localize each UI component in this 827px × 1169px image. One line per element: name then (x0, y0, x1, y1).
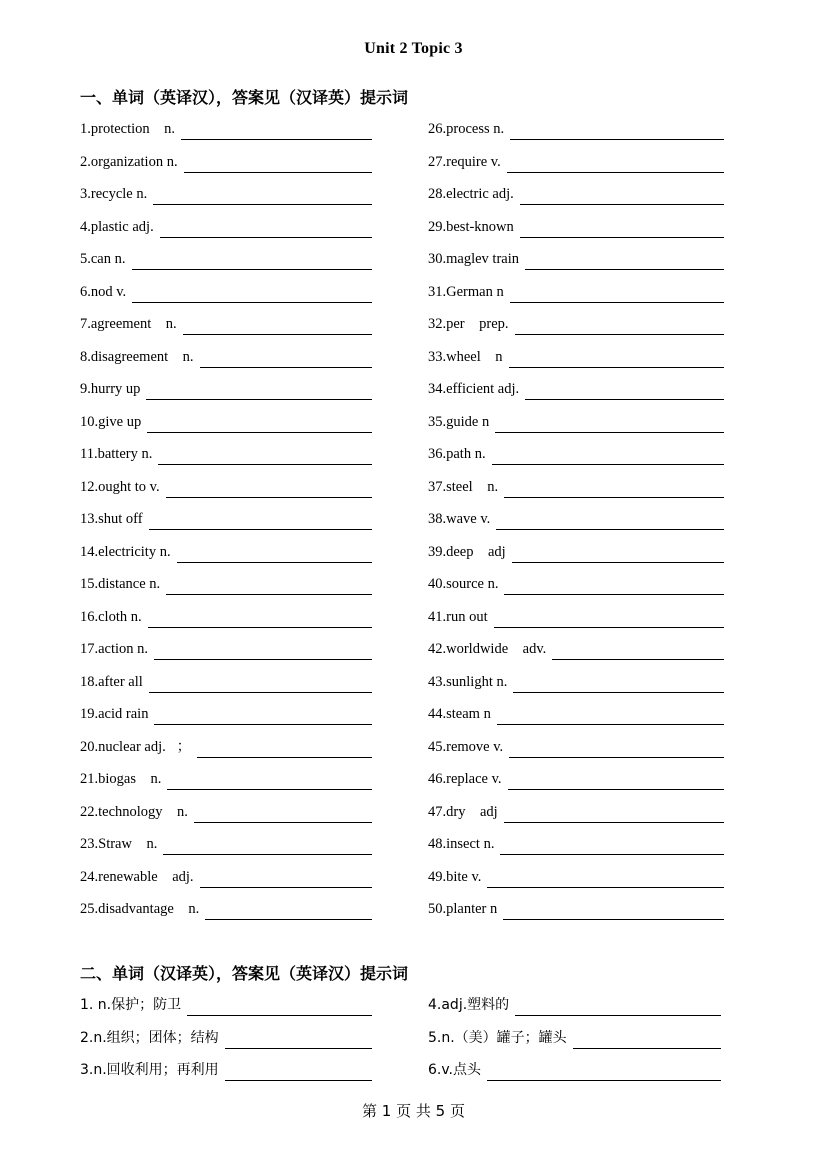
answer-blank[interactable] (508, 771, 724, 790)
answer-blank[interactable] (146, 381, 372, 400)
vocab-label: 3.n.回收利用；再利用 (80, 1062, 219, 1078)
vocab-label: 39.deep adj (428, 543, 506, 560)
answer-blank[interactable] (167, 771, 372, 790)
vocab-label: 27.require v. (428, 153, 501, 170)
answer-blank[interactable] (512, 544, 724, 563)
answer-blank[interactable] (573, 1030, 721, 1049)
vocab-label: 48.insect n. (428, 836, 495, 852)
vocab-item (80, 669, 372, 693)
answer-blank[interactable] (520, 186, 724, 205)
vocab-item (428, 831, 724, 855)
answer-blank[interactable] (495, 414, 724, 433)
answer-blank[interactable] (200, 869, 372, 888)
vocab-label: 4.plastic adj. (80, 218, 154, 235)
vocab-item (428, 474, 724, 498)
page-footer: 第 1 页 共 5 页 (362, 1102, 465, 1120)
answer-blank[interactable] (205, 901, 372, 920)
vocab-item (80, 506, 372, 530)
answer-blank[interactable] (525, 381, 724, 400)
vocab-label: 28.electric adj. (428, 186, 514, 202)
vocab-item (428, 571, 724, 595)
vocab-label: 21.biogas n. (80, 771, 162, 787)
vocab-item (80, 864, 372, 888)
vocab-item (80, 149, 372, 173)
vocab-label: 47.dry adj (428, 803, 498, 820)
vocab-label: 31.German n (428, 283, 504, 300)
vocab-item (80, 246, 372, 270)
section2-heading: 二、单词（汉译英），答案见（英译汉）提示词 (80, 964, 409, 983)
vocab-item (428, 214, 724, 238)
answer-blank[interactable] (166, 576, 372, 595)
vocab-label: 45.remove v. (428, 738, 504, 755)
vocab-item (80, 1057, 372, 1081)
answer-blank[interactable] (509, 739, 724, 758)
vocab-item (428, 766, 724, 790)
answer-blank[interactable] (187, 997, 372, 1016)
vocab-item (80, 474, 372, 498)
vocab-label: 12.ought to v. (80, 478, 160, 495)
answer-blank[interactable] (147, 414, 372, 433)
vocab-label: 46.replace v. (428, 771, 502, 787)
vocab-item (428, 734, 724, 758)
vocab-item (428, 376, 724, 400)
answer-blank[interactable] (183, 316, 372, 335)
vocab-label: 14.electricity n. (80, 543, 171, 560)
vocab-label: 30.maglev train (428, 251, 520, 267)
vocab-item (80, 279, 372, 303)
vocab-item (428, 506, 724, 530)
answer-blank[interactable] (149, 511, 372, 530)
answer-blank[interactable] (510, 121, 724, 140)
vocab-item (428, 409, 724, 433)
vocab-item (428, 669, 724, 693)
vocab-item (428, 181, 724, 205)
vocab-label: 6.v.点头 (428, 1062, 482, 1078)
vocab-item (80, 441, 372, 465)
vocab-label: 13.shut off (80, 511, 143, 527)
vocab-item (428, 539, 724, 563)
answer-blank[interactable] (225, 1062, 372, 1081)
vocab-item (80, 311, 372, 335)
vocab-item (80, 604, 372, 628)
vocab-item (80, 831, 372, 855)
vocab-label: 49.bite v. (428, 868, 482, 885)
answer-blank[interactable] (520, 219, 724, 238)
answer-blank[interactable] (132, 284, 372, 303)
answer-blank[interactable] (194, 804, 372, 823)
vocab-label: 35.guide n (428, 413, 490, 430)
answer-blank[interactable] (496, 511, 724, 530)
answer-blank[interactable] (148, 609, 372, 628)
answer-blank[interactable] (504, 804, 724, 823)
vocab-item (80, 571, 372, 595)
answer-blank[interactable] (503, 901, 724, 920)
vocab-item (428, 896, 724, 920)
answer-blank[interactable] (177, 544, 372, 563)
vocab-label: 42.worldwide adv. (428, 641, 547, 657)
vocab-item (80, 344, 372, 368)
vocab-label: 18.after all (80, 673, 143, 690)
vocab-label: 43.sunlight n. (428, 673, 508, 690)
vocab-label: 17.action n. (80, 641, 149, 657)
vocab-label: 10.give up (80, 413, 142, 430)
vocab-label: 16.cloth n. (80, 608, 142, 625)
vocab-item (80, 766, 372, 790)
answer-blank[interactable] (552, 641, 724, 660)
vocab-label: 1. n.保护；防卫 (80, 997, 182, 1013)
answer-blank[interactable] (504, 576, 724, 595)
answer-blank[interactable] (166, 479, 372, 498)
vocab-item (428, 279, 724, 303)
answer-blank[interactable] (154, 706, 372, 725)
vocab-label: 8.disagreement n. (80, 348, 194, 365)
vocab-label: 9.hurry up (80, 381, 141, 397)
vocab-item (80, 734, 372, 758)
vocab-label: 23.Straw n. (80, 836, 158, 852)
vocab-label: 34.efficient adj. (428, 381, 520, 397)
vocab-label: 38.wave v. (428, 511, 491, 527)
vocab-item (80, 636, 372, 660)
vocab-label: 6.nod v. (80, 283, 127, 300)
vocab-label: 3.recycle n. (80, 186, 148, 202)
vocab-item (80, 896, 372, 920)
answer-blank[interactable] (525, 251, 724, 270)
vocab-item (428, 246, 724, 270)
answer-blank[interactable] (153, 186, 372, 205)
page-title: Unit 2 Topic 3 (364, 40, 463, 57)
answer-blank[interactable] (225, 1030, 372, 1049)
answer-blank[interactable] (515, 316, 724, 335)
answer-blank[interactable] (487, 869, 724, 888)
vocab-item (428, 1057, 721, 1081)
vocab-item (80, 701, 372, 725)
vocab-label: 32.per prep. (428, 316, 509, 332)
vocab-item (428, 604, 724, 628)
answer-blank[interactable] (510, 284, 724, 303)
vocab-label: 36.path n. (428, 446, 486, 462)
vocab-label: 24.renewable adj. (80, 868, 194, 885)
vocab-item (80, 376, 372, 400)
answer-blank[interactable] (494, 609, 724, 628)
section1-heading: 一、单词（英译汉），答案见（汉译英）提示词 (80, 88, 409, 107)
vocab-label: 15.distance n. (80, 576, 161, 592)
vocab-label: 5.can n. (80, 251, 126, 267)
answer-blank[interactable] (497, 706, 724, 725)
vocab-label: 1.protection n. (80, 121, 176, 137)
vocab-item (428, 799, 724, 823)
vocab-label: 19.acid rain (80, 706, 149, 722)
vocab-item (428, 1025, 721, 1049)
vocab-label: 29.best-known (428, 218, 514, 235)
answer-blank[interactable] (149, 674, 372, 693)
answer-blank[interactable] (513, 674, 724, 693)
vocab-item (80, 116, 372, 140)
answer-blank[interactable] (509, 349, 725, 368)
vocab-item (428, 149, 724, 173)
vocab-label: 11.battery n. (80, 446, 153, 462)
vocab-item (428, 311, 724, 335)
answer-blank[interactable] (487, 1062, 721, 1081)
answer-blank[interactable] (132, 251, 373, 270)
vocab-item (428, 344, 724, 368)
vocab-item (428, 441, 724, 465)
vocab-label: 40.source n. (428, 576, 499, 592)
vocab-item (80, 799, 372, 823)
answer-blank[interactable] (504, 479, 724, 498)
vocab-label: 26.process n. (428, 121, 505, 137)
answer-blank[interactable] (200, 349, 372, 368)
vocab-item (80, 1025, 372, 1049)
vocab-label: 7.agreement n. (80, 316, 177, 332)
vocab-label: 41.run out (428, 608, 488, 625)
vocab-item (80, 409, 372, 433)
answer-blank[interactable] (515, 997, 721, 1016)
vocab-item (80, 214, 372, 238)
answer-blank[interactable] (160, 219, 372, 238)
vocab-item (428, 116, 724, 140)
vocab-item (428, 992, 721, 1016)
answer-blank[interactable] (507, 154, 724, 173)
answer-blank[interactable] (492, 446, 724, 465)
vocab-label: 37.steel n. (428, 478, 499, 495)
vocab-label: 2.organization n. (80, 153, 178, 170)
answer-blank[interactable] (197, 739, 372, 758)
answer-blank[interactable] (500, 836, 724, 855)
answer-blank[interactable] (181, 121, 372, 140)
vocab-label: 20.nuclear adj. ； (80, 738, 192, 755)
answer-blank[interactable] (158, 446, 372, 465)
vocab-label: 25.disadvantage n. (80, 901, 200, 917)
vocab-item (428, 864, 724, 888)
vocab-label: 2.n.组织；团体；结构 (80, 1029, 219, 1046)
vocab-item (428, 636, 724, 660)
vocab-item (428, 701, 724, 725)
vocab-label: 33.wheel n (428, 348, 503, 365)
vocab-label: 4.adj.塑料的 (428, 997, 510, 1013)
answer-blank[interactable] (163, 836, 372, 855)
answer-blank[interactable] (184, 154, 372, 173)
answer-blank[interactable] (154, 641, 372, 660)
vocab-item (80, 539, 372, 563)
vocab-item (80, 992, 372, 1016)
vocab-label: 22.technology n. (80, 803, 188, 820)
vocab-label: 44.steam n (428, 706, 491, 722)
vocab-label: 50.planter n (428, 901, 498, 917)
vocab-item (80, 181, 372, 205)
vocab-label: 5.n.（美）罐子；罐头 (428, 1029, 567, 1046)
